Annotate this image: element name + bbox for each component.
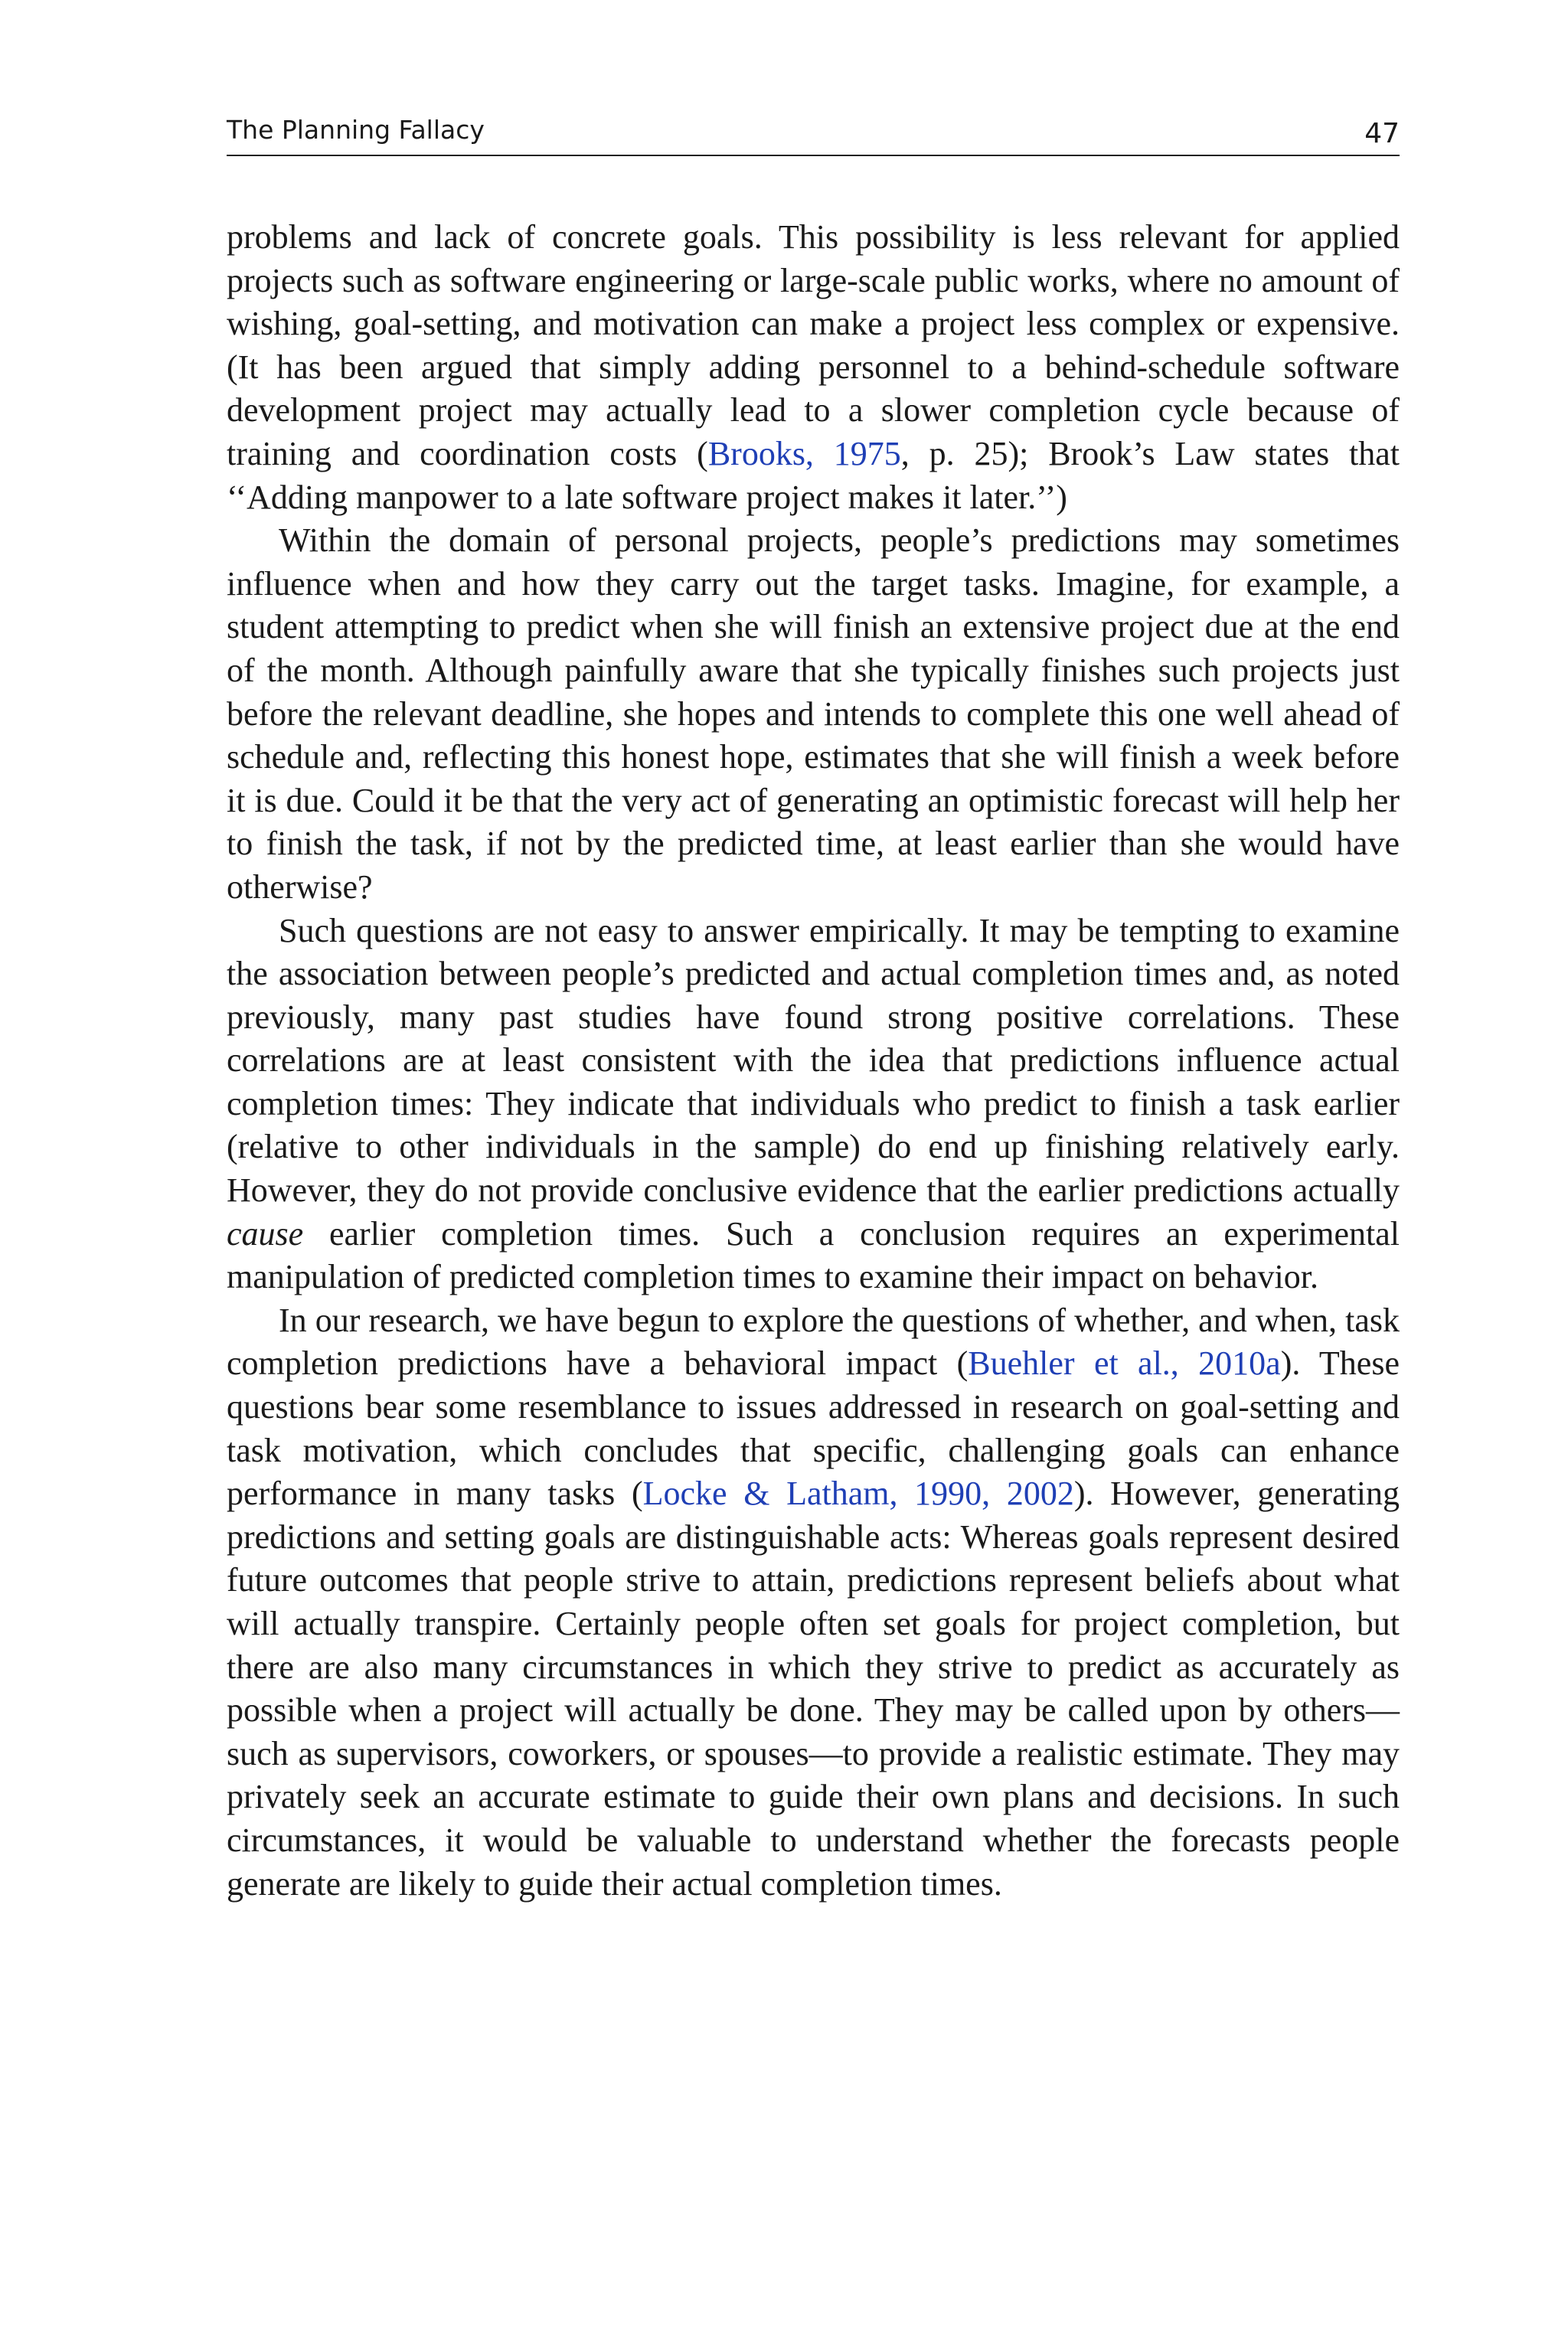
- paragraph-4: [227, 1299, 1400, 1906]
- running-header: [227, 113, 1400, 156]
- paragraph-text: ). However, generating predictions and setting goals are distinguishable acts: Whereas goals represent desired future outcomes that people strive to attain, predictions represent beliefs about what will actually transpire. Certainly people often set goals for project completion, but there are also many circumstances in which they strive to predict as accurately as possible when a project will actually be done. They may be called upon by others—such as supervisors, coworkers, or spouses—to provide a realistic estimate. They may privately seek an accurate estimate to guide their own plans and decisions. In such circumstances, it would be valuable to understand whether the forecasts people generate are likely to guide their actual completion times.: [227, 1475, 1400, 1903]
- body-text: [227, 216, 1400, 1906]
- paragraph-3: [227, 910, 1400, 1299]
- paragraph-text: ). These questions bear some resemblance to issues addressed in research on goal-setting and task motivation, which concludes that specific, challenging goals can enhance performance in many tasks (: [227, 1344, 1400, 1513]
- paragraph-text: , p. 25); Brook’s Law states that ‘‘Adding manpower to a late software project makes it later.’’): [227, 434, 1400, 516]
- paragraph-text: earlier completion times. Such a conclusion requires an experimental manipulation of predicted completion times to examine their impact on behavior.: [227, 1214, 1400, 1296]
- paragraph-text: problems and lack of concrete goals. This possibility is less relevant for applied projects such as software engineering or large-scale public works, where no amount of wishing, goal-setting, and motivation can make a project less complex or expensive. (It has been argued that simply adding personnel to a behind-schedule software development project may actually lead to a slower completion cycle because of training and coordination costs (: [227, 218, 1400, 472]
- page-number: 47: [1364, 118, 1400, 149]
- paragraph-text: In our research, we have begun to explore the questions of whether, and when, task completion predictions have a behavioral impact (: [227, 1301, 1400, 1383]
- citation-buehler-2010a[interactable]: Buehler et al., 2010a: [968, 1344, 1281, 1383]
- paragraph-text: Such questions are not easy to answer empirically. It may be tempting to examine the association between people’s predicted and actual completion times and, as noted previously, many past studies have found strong positive correlations. These correlations are at least consistent with the idea that predictions influence actual completion times: They indicate that individuals who predict to finish a task earlier (relative to other individuals in the sample) do end up finishing relatively early. However, they do not provide conclusive evidence that the earlier predictions actually: [227, 911, 1400, 1210]
- paragraph-1: [227, 216, 1400, 519]
- citation-locke-latham[interactable]: Locke & Latham, 1990, 2002: [642, 1475, 1074, 1513]
- paragraph-text: Within the domain of personal projects, people’s predictions may sometimes influence when and how they carry out the target tasks. Imagine, for example, a student attempting to predict when she will finish an extensive project due at the end of the month. Although painfully aware that she typically finishes such projects just before the relevant deadline, she hopes and intends to complete this one well ahead of schedule and, reflecting this honest hope, estimates that she will finish a week before it is due. Could it be that the very act of generating an optimistic forecast will help her to finish the task, if not by the predicted time, at least earlier than she would have otherwise?: [227, 521, 1400, 906]
- citation-brooks-1975[interactable]: Brooks, 1975: [707, 434, 901, 472]
- emphasis-cause: cause: [227, 1214, 304, 1253]
- paragraph-2: [227, 519, 1400, 909]
- running-title: The Planning Fallacy: [227, 115, 485, 145]
